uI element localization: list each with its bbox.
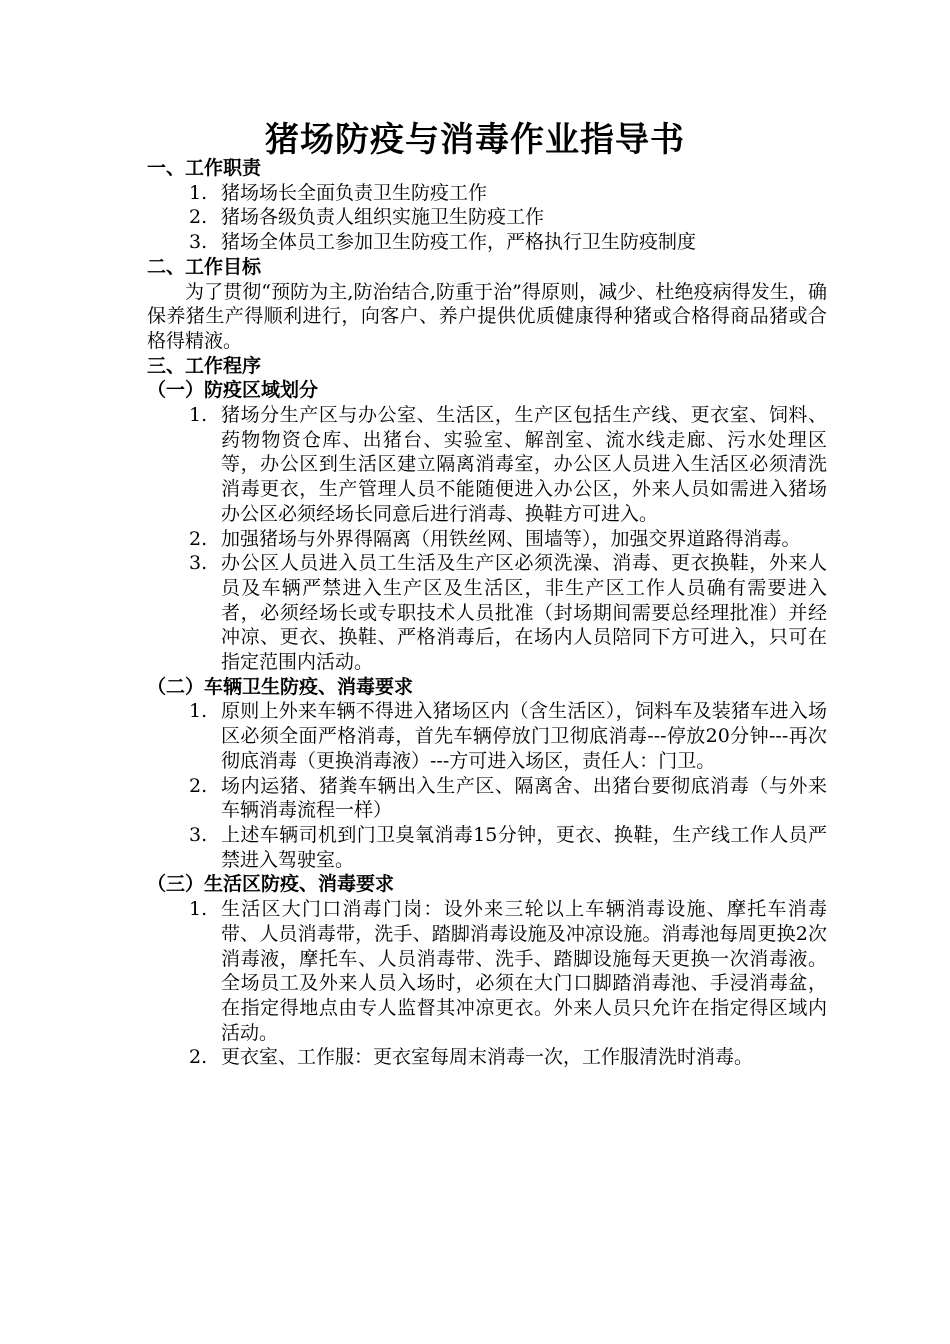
list-item-text: 办公区人员进入员工生活及生产区必须洗澡、消毒、更衣换鞋，外来人员及车辆严禁进入生产区及生活区，非生产区工作人员确有需要进入者，必须经场长或专职技术人员批准（封场期间需要总经理批准）并经冲凉、更衣、换鞋、严格消毒后，在场内人员陪同下方可进入，只可在指定范围内活动。 — [221, 552, 827, 674]
list-number: 1. — [189, 898, 208, 921]
goals-paragraph: 为了贯彻“预防为主,防治结合,防重于治”得原则，减少、杜绝疫病得发生，确保养猪生产得顺利进行，向客户、养户提供优质健康得种猪或合格得商品猪或合格得精液。 — [147, 280, 827, 352]
list-number: 3. — [189, 823, 208, 846]
list-item — [147, 403, 827, 527]
list-item-text: 猪场分生产区与办公室、生活区，生产区包括生产线、更衣室、饲料、药物物资仓库、出猪台、实验室、解剖室、流水线走廊、污水处理区等，办公区到生活区建立隔离消毒室，办公区人员进入生活区必须清洗消毒更衣，生产管理人员不能随便进入办公区，外来人员如需进入猪场办公区必须经场长同意后进行消毒、换鞋方可进入。 — [221, 404, 827, 525]
list-item — [147, 181, 827, 206]
list-item-text: 猪场全体员工参加卫生防疫工作，严格执行卫生防疫制度 — [221, 231, 697, 254]
list-item-text: 上述车辆司机到门卫臭氧消毒15分钟，更衣、换鞋，生产线工作人员严禁进入驾驶室。 — [221, 823, 827, 871]
list-number: 3. — [189, 231, 208, 254]
list-item-text: 加强猪场与外界得隔离（用铁丝网、围墙等），加强交界道路得消毒。 — [221, 527, 801, 550]
list-number: 3. — [189, 552, 208, 575]
list-number: 2. — [189, 1046, 208, 1069]
list-item — [147, 230, 827, 255]
list-item-text: 场内运猪、猪粪车辆出入生产区、隔离舍、出猪台要彻底消毒（与外来车辆消毒流程一样） — [221, 774, 827, 822]
vehicles-list — [147, 699, 827, 872]
list-number: 1. — [189, 181, 208, 204]
subsection-heading-zones: （一）防疫区域划分 — [147, 379, 319, 402]
list-item — [147, 1045, 827, 1070]
list-item-text: 更衣室、工作服：更衣室每周末消毒一次，工作服清洗时消毒。 — [221, 1046, 754, 1069]
section-heading-duties: 一、工作职责 — [147, 157, 262, 179]
subsection-heading-living-area: （三）生活区防疫、消毒要求 — [147, 873, 395, 896]
list-item — [147, 551, 827, 675]
list-number: 2. — [189, 527, 208, 550]
list-item-text: 猪场场长全面负责卫生防疫工作 — [221, 181, 488, 204]
living-area-list — [147, 897, 827, 1070]
list-item — [147, 205, 827, 230]
list-item — [147, 897, 827, 1045]
list-item — [147, 699, 827, 773]
list-item — [147, 527, 827, 552]
subsection-heading-vehicles: （二）车辆卫生防疫、消毒要求 — [147, 675, 414, 698]
list-item — [147, 774, 827, 823]
list-item-text: 猪场各级负责人组织实施卫生防疫工作 — [221, 206, 545, 229]
list-number: 1. — [189, 700, 208, 723]
document-title: 猪场防疫与消毒作业指导书 — [265, 120, 685, 160]
list-item-text: 原则上外来车辆不得进入猪场区内（含生活区），饲料车及装猪车进入场区必须全面严格消毒，首先车辆停放门卫彻底消毒---停放20分钟---再次彻底消毒（更换消毒液）---方可进入场区，责任人：门卫。 — [221, 700, 827, 772]
section-heading-procedure: 三、工作程序 — [147, 354, 262, 377]
list-item — [147, 823, 827, 872]
list-number: 1. — [189, 404, 208, 427]
document-body — [147, 156, 827, 1070]
list-item-text: 生活区大门口消毒门岗：设外来三轮以上车辆消毒设施、摩托车消毒带、人员消毒带，洗手、踏脚消毒设施及冲凉设施。消毒池每周更换2次消毒液，摩托车、人员消毒带、洗手、踏脚设施每天更换一次消毒液。全场员工及外来人员入场时，必须在大门口脚踏消毒池、手浸消毒盆，在指定得地点由专人监督其冲凉更衣。外来人员只允许在指定得区域内活动。 — [221, 898, 827, 1044]
duties-list — [147, 181, 827, 255]
zones-list — [147, 403, 827, 675]
list-number: 2. — [189, 206, 208, 229]
list-number: 2. — [189, 774, 208, 797]
section-heading-goals: 二、工作目标 — [147, 255, 262, 278]
